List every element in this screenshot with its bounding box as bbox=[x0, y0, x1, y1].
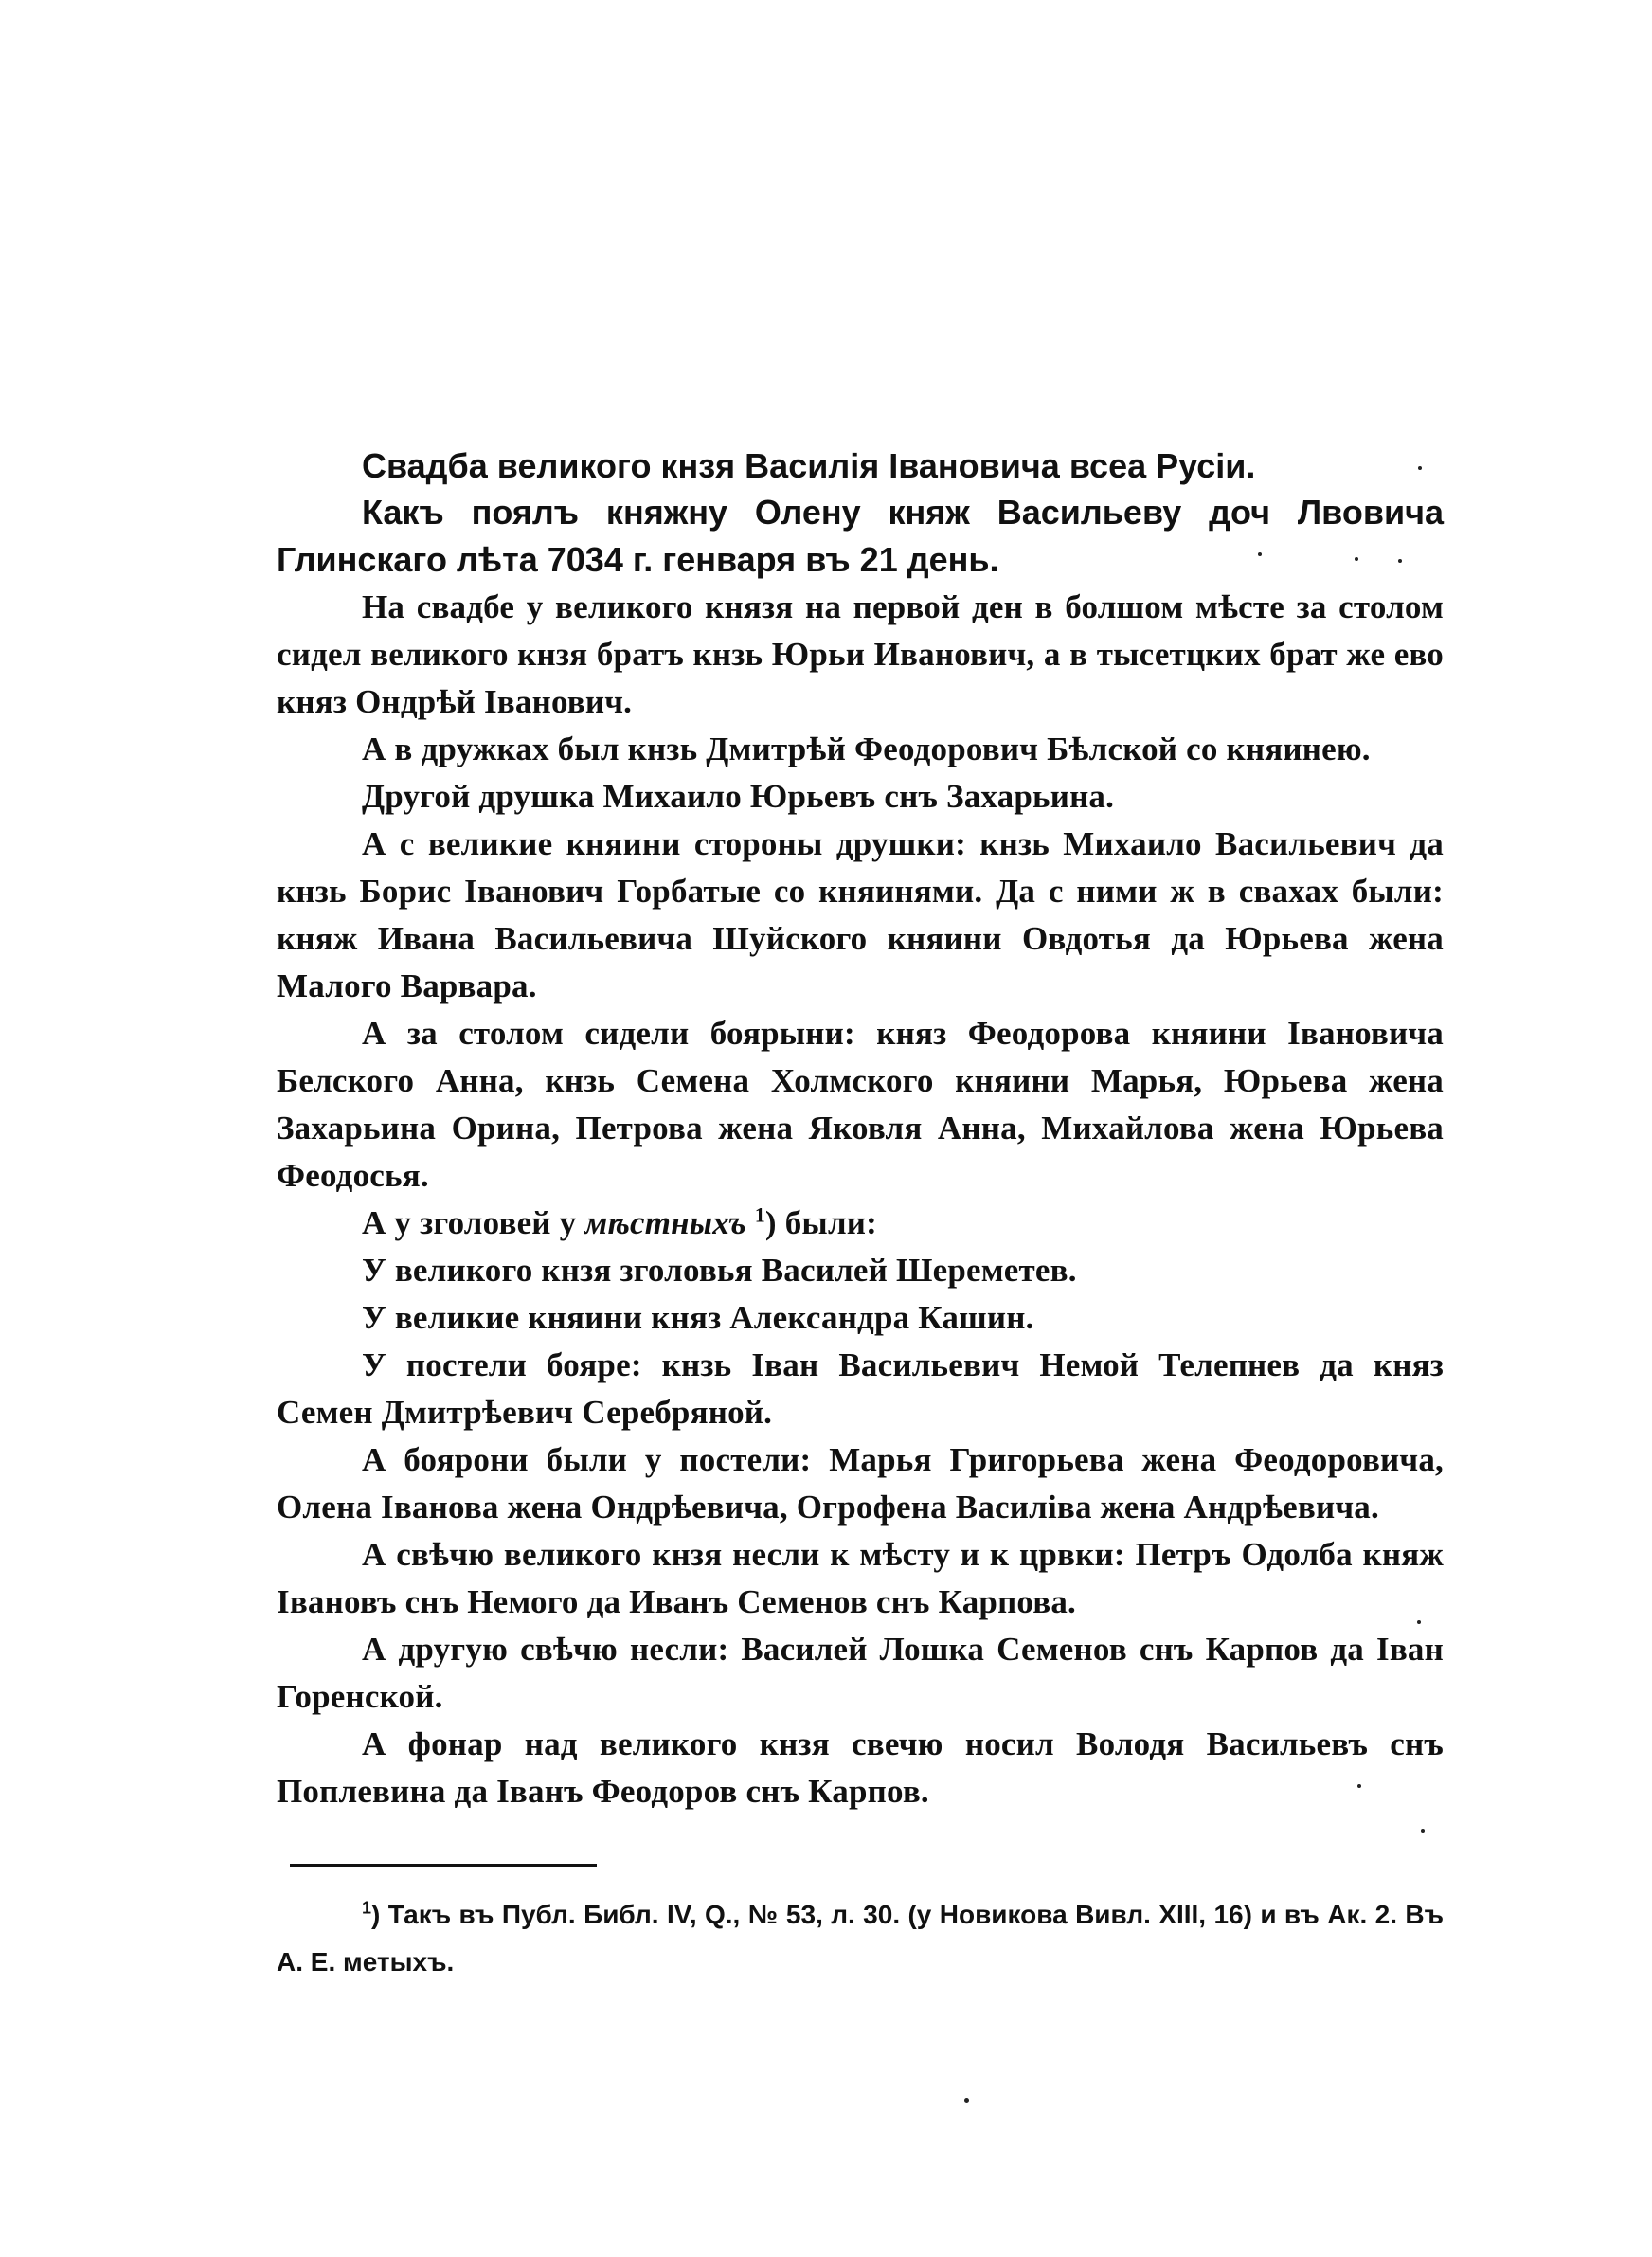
footnote bbox=[277, 1891, 1444, 1986]
paragraph-11: А другую свѣчю несли: Василей Лошка Семенов снъ Карпов да Іван Горенской. bbox=[277, 1631, 1444, 1715]
scan-speck bbox=[964, 2098, 969, 2103]
main-text bbox=[277, 443, 1444, 1815]
footnote-reference: 1 bbox=[754, 1202, 765, 1227]
scan-speck bbox=[1398, 559, 1402, 563]
document-title: Свадба великого кнзя Василія Івановича всеа Русіи. bbox=[362, 446, 1256, 485]
paragraph-9: А боярони были у постели: Марья Григорьева жена Феодоровича, Олена Іванова жена Ондрѣевича, Огрофена Василіва жена Андрѣевича. bbox=[277, 1441, 1444, 1526]
scan-speck bbox=[1421, 1829, 1425, 1833]
scan-speck bbox=[1417, 1620, 1421, 1624]
footnote-divider bbox=[290, 1864, 597, 1867]
paragraph-3: Другой друшка Михаило Юрьевъ снъ Захарьина. bbox=[362, 778, 1115, 815]
paragraph-2: А в дружках был кнзь Дмитрѣй Феодорович Бѣлской со княинею. bbox=[362, 731, 1371, 767]
paragraph-10: А свѣчю великого кнзя несли к мѣсту и к црвки: Петръ Одолба княж Івановъ снъ Немого да Иванъ Семенов снъ Карпова. bbox=[277, 1536, 1444, 1620]
zgolovei-italic-word: мѣстныхъ bbox=[584, 1204, 746, 1241]
paragraph-4: А с великие княини стороны друшки: кнзь Михаило Васильевич да кнзь Борис Іванович Горбатые со княинями. Да с ними ж в свахах были: княж Ивана Васильевича Шуйского княини Овдотья да Юрьева жена Малого Варвара. bbox=[277, 825, 1444, 1004]
paragraph-7: У великие княини княз Александра Кашин. bbox=[362, 1299, 1034, 1336]
paragraph-1: На свадбе у великого князя на первой ден в болшом мѣсте за столом сидел великого кнзя братъ кнзь Юрьи Иванович, а в тысетцких брат же ево княз Ондрѣй Іванович. bbox=[277, 588, 1444, 720]
paragraph-12: А фонар над великого кнзя свечю носил Володя Васильевъ снъ Поплевина да Іванъ Феодоров снъ Карпов. bbox=[277, 1725, 1444, 1810]
scan-speck bbox=[1357, 1784, 1361, 1788]
paragraph-5: А за столом сидели боярыни: княз Феодорова княини Івановича Белского Анна, кнзь Семена Холмского княини Марья, Юрьева жена Захарьина Орина, Петрова жена Яковля Анна, Михайлова жена Юрьева Феодосья. bbox=[277, 1015, 1444, 1194]
zgolovei-before: А у зголовей у bbox=[362, 1204, 577, 1241]
scan-speck bbox=[1418, 466, 1422, 470]
document-subtitle: Какъ поялъ княжну Олену княж Васильеву доч Лвовича Глинскаго лѣта 7034 г. генваря въ 21 день. bbox=[277, 493, 1444, 579]
zgolovei-after: ) были: bbox=[764, 1204, 877, 1241]
footnote-mark: 1 bbox=[362, 1898, 372, 1918]
paragraph-zgolovei bbox=[277, 1200, 1444, 1247]
scan-speck bbox=[1355, 557, 1358, 561]
paragraph-8: У постели бояре: кнзь Іван Васильевич Немой Телепнев да княз Семен Дмитрѣевич Серебряной. bbox=[277, 1346, 1444, 1431]
scan-speck bbox=[1258, 552, 1262, 556]
paragraph-6: У великого кнзя зголовья Василей Шереметев. bbox=[362, 1252, 1077, 1289]
footnote-text: ) Такъ въ Публ. Библ. IV, Q., № 53, л. 30. (у Новикова Вивл. XIII, 16) и въ Ак. 2. Въ А. Е. метыхъ. bbox=[277, 1900, 1444, 1977]
